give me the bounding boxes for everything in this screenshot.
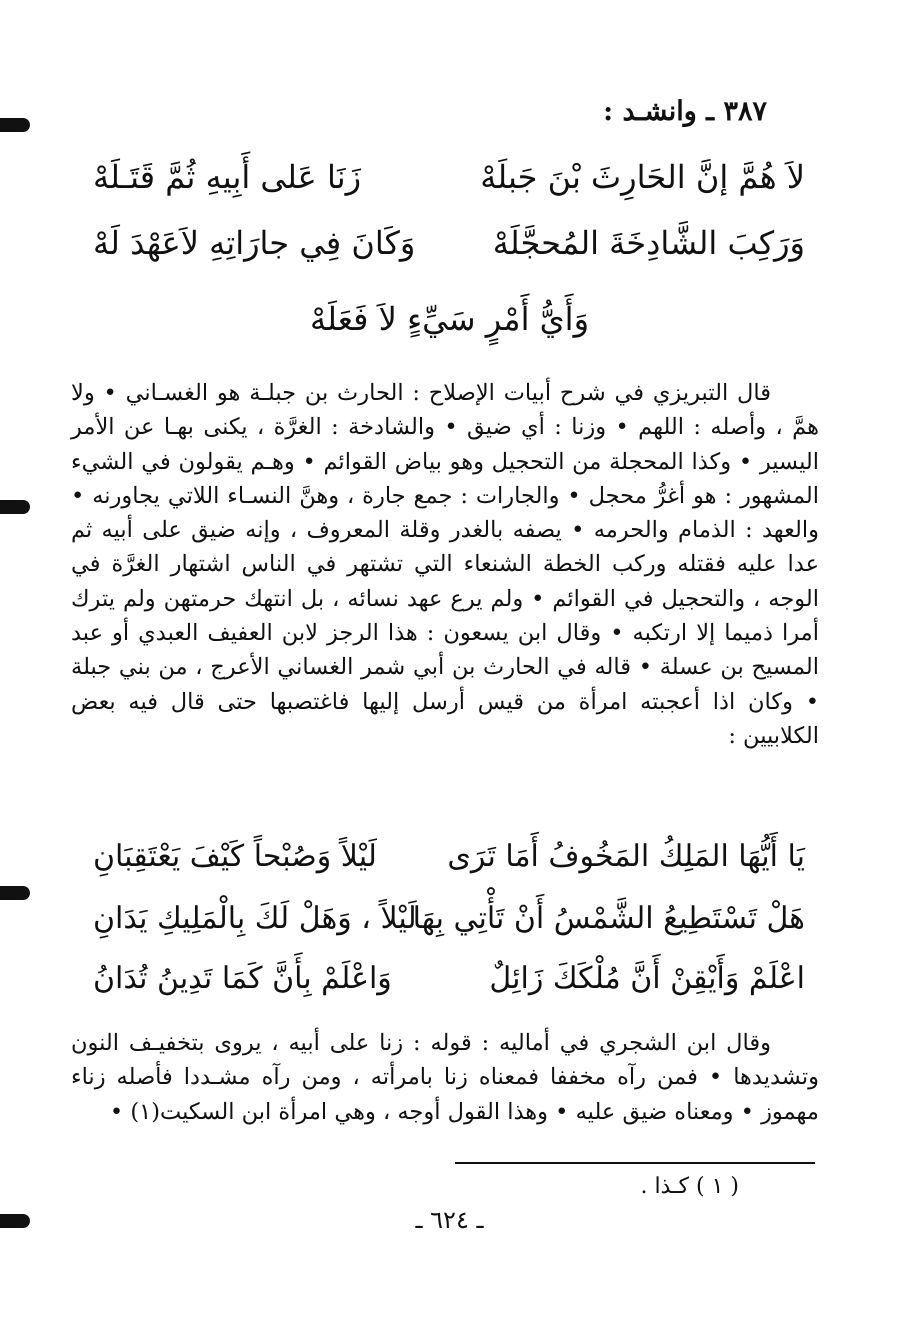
- verse-second-hemistich: وَكَانَ فِي جارَاتِهِ لاَعَهْدَ لَهْ: [93, 224, 416, 262]
- scan-margin-mark: [0, 886, 30, 900]
- entry-heading: ٣٨٧ ـ وانشـد :: [603, 96, 767, 127]
- scan-margin-mark: [0, 118, 30, 132]
- verse-second-hemistich: زَنَا عَلى أَبِيهِ ثُمَّ قَتَـلَهْ: [93, 158, 362, 196]
- commentary-paragraph: [71, 1026, 819, 1129]
- poem-verse: [93, 828, 805, 886]
- page-number: ـ ٦٢٤ ـ: [415, 1206, 484, 1234]
- commentary-text: قال التبريزي في شرح أبيات الإصلاح : الحارث بن جبلـة هو الغسـاني • ولا همَّ ، وأصله : اللهم • وزنا : أي ضيق • والشادخة : الغرَّة ، يكنى بهـا عن الأمر اليسير • وكذا المحجلة من التحجيل وهو بياض القوائم • وهـم يقولون في الشيء المشهور : هو أغرُّ محجل • والجارات : جمع جارة ، وهنَّ النسـاء اللاتي يجاورنه • والعهد : الذمام والحرمه • يصفه بالغدر وقلة المعروف ، وإنه ضيق على أبيه ثم عدا عليه فقتله وركب الخطة الشنعاء التي تشتهر في الناس اشتهار الغرَّة في الوجه ، والتحجيل في القوائم • ولم يرع عهد نسائه ، بل انتهك حرمتهن ولم يترك أمرا ذميما إلا ارتكبه • وقال ابن يسعون : هذا الرجز لابن العفيف العبدي أو عبد المسيح بن عسلة • قاله في الحارث بن أبي شمر الغساني الأعرج ، من بني جبلة • وكان اذا أعجبته امرأة من قيس أرسل إليها فاغتصبها حتى قال فيه بعض الكلابيين :: [71, 380, 819, 749]
- verse-first-hemistich: يَا أَيُّهَا المَلِكُ المَخُوفُ أَمَا تَرَى: [447, 839, 805, 874]
- poem-verse: [93, 214, 805, 272]
- commentary-text: وقال ابن الشجري في أماليه : قوله : زنا على أبيه ، يروى بتخفيـف النون وتشديدها • فمن رآه مخففا فمعناه زنا بامرأته ، ومن رآه مشـددا فأصله زناء مهموز • ومعناه ضيق عليه • وهذا القول أوجه ، وهي امرأة ابن السكيت(١) •: [71, 1030, 819, 1125]
- verse-first-hemistich: هَلْ تَسْتَطِيعُ الشَّمْسُ أَنْ تَأْتِي بِهَا: [412, 901, 805, 936]
- verse-second-hemistich: وَاعْلَمْ بِأَنَّ كَمَا تَدِينُ تُدَانُ: [93, 961, 392, 996]
- verse-first-hemistich: وَرَكِبَ الشَّادِخَةَ المُحجَّلَهْ: [492, 224, 805, 262]
- verse-second-hemistich: لَيْلاً وَصُبْحاً كَيْفَ يَعْتَقِبَانِ: [93, 839, 377, 874]
- poem-final-line: وَأَيُّ أَمْرٍ سَيِّءٍ لاَ فَعَلَهْ: [309, 300, 590, 338]
- footnote: ( ١ ) كـذا .: [640, 1174, 739, 1199]
- poem-verse: [93, 148, 805, 206]
- verse-first-hemistich: لاَ هُمَّ إنَّ الحَارِثَ بْنَ جَبلَهْ: [480, 158, 805, 196]
- scan-margin-mark: [0, 500, 30, 514]
- footnote-divider: [455, 1162, 815, 1164]
- verse-second-hemistich: لَيْلاً ، وَهَلْ لَكَ بِالْمَلِيكِ يَدَانِ: [93, 901, 417, 936]
- poem-verse: [93, 890, 805, 948]
- poem-verse: [93, 950, 805, 1008]
- verse-first-hemistich: اعْلَمْ وَأَيْقِنْ أَنَّ مُلْكَكَ زَائِلٌ: [489, 961, 805, 996]
- commentary-paragraph: [71, 376, 819, 753]
